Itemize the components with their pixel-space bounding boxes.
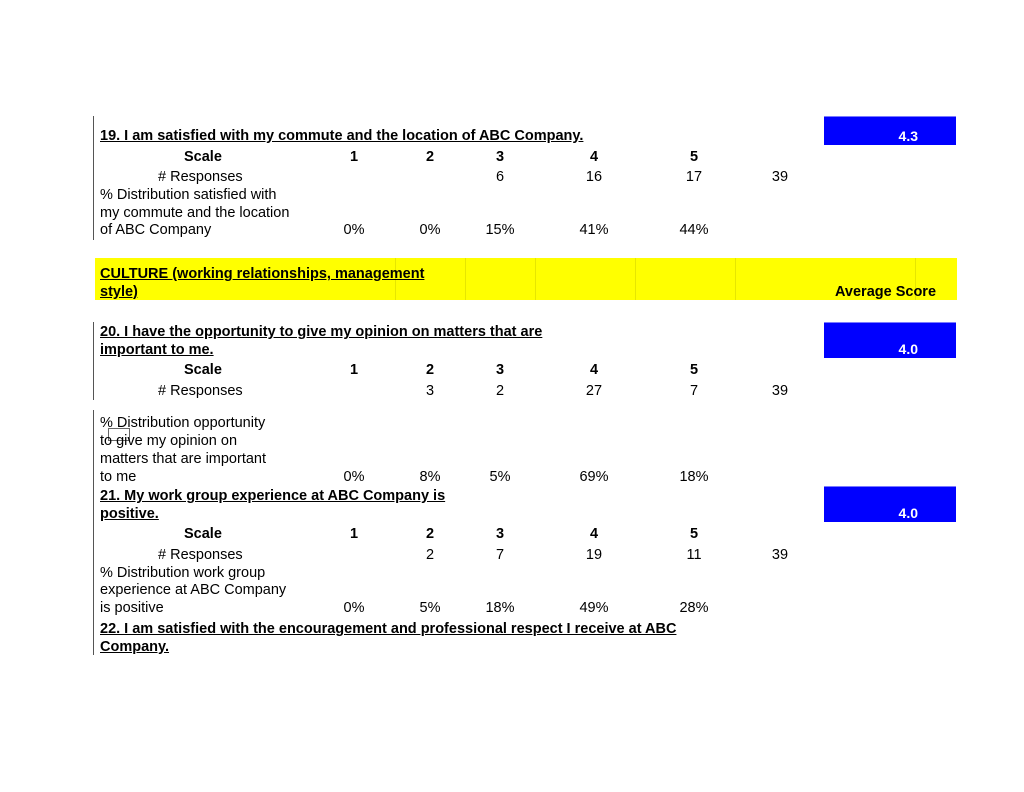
scale-1: 1	[349, 149, 359, 165]
percent-2: 0%	[419, 222, 441, 238]
question-title: 21. My work group experience at ABC Company is	[100, 488, 446, 504]
scale-1: 1	[349, 362, 359, 378]
question-title: 22. I am satisfied with the encouragement and professional respect I receive at ABC	[100, 621, 677, 637]
percent-4: 49%	[579, 600, 609, 616]
response-3: 7	[495, 547, 505, 563]
responses-label: # Responses	[158, 169, 243, 185]
left-border-bottom	[93, 410, 94, 655]
percent-5: 18%	[679, 469, 709, 485]
distribution-label-line: experience at ABC Company	[100, 582, 287, 598]
percent-1: 0%	[343, 222, 365, 238]
scale-4: 4	[589, 362, 599, 378]
response-4: 16	[585, 169, 603, 185]
distribution-label-line: to me	[100, 469, 137, 485]
scale-2: 2	[425, 149, 435, 165]
question-title: 20. I have the opportunity to give my opinion on matters that are	[100, 324, 543, 340]
score-box-q19	[824, 116, 956, 145]
response-4: 27	[585, 383, 603, 399]
scale-label: Scale	[184, 362, 222, 378]
score-value: 4.0	[898, 341, 918, 357]
response-total: 39	[771, 547, 789, 563]
responses-label: # Responses	[158, 547, 243, 563]
section-title: CULTURE (working relationships, management	[100, 266, 425, 282]
scale-3: 3	[495, 149, 505, 165]
scale-1: 1	[349, 526, 359, 542]
distribution-label-line: % Distribution work group	[100, 565, 266, 581]
percent-4: 69%	[579, 469, 609, 485]
response-total: 39	[771, 169, 789, 185]
scale-label: Scale	[184, 149, 222, 165]
scale-5: 5	[689, 526, 699, 542]
distribution-label-line: is positive	[100, 600, 164, 616]
scale-2: 2	[425, 526, 435, 542]
distribution-label-line: to give my opinion on	[100, 433, 238, 449]
percent-2: 8%	[419, 469, 441, 485]
scale-5: 5	[689, 149, 699, 165]
question-title-line2: important to me.	[100, 342, 214, 358]
response-2: 2	[425, 547, 435, 563]
section-title-line2: style)	[100, 284, 138, 300]
scale-5: 5	[689, 362, 699, 378]
distribution-label-line: matters that are important	[100, 451, 267, 467]
left-border-mid	[93, 322, 94, 400]
score-value: 4.0	[898, 505, 918, 521]
distribution-label-line: % Distribution opportunity	[100, 415, 266, 431]
percent-3: 18%	[485, 600, 515, 616]
distribution-label-line: my commute and the location	[100, 205, 290, 221]
percent-3: 15%	[485, 222, 515, 238]
question-title-line2: positive.	[100, 506, 159, 522]
response-3: 6	[495, 169, 505, 185]
question-title-line2: Company.	[100, 639, 170, 655]
percent-1: 0%	[343, 469, 365, 485]
scale-label: Scale	[184, 526, 222, 542]
response-2: 3	[425, 383, 435, 399]
scale-2: 2	[425, 362, 435, 378]
responses-label: # Responses	[158, 383, 243, 399]
percent-4: 41%	[579, 222, 609, 238]
response-4: 19	[585, 547, 603, 563]
average-score-label: Average Score	[835, 284, 937, 300]
percent-2: 5%	[419, 600, 441, 616]
scale-3: 3	[495, 362, 505, 378]
scale-4: 4	[589, 526, 599, 542]
percent-5: 44%	[679, 222, 709, 238]
response-5: 11	[686, 547, 702, 563]
score-box-q21	[824, 486, 956, 522]
score-box-q20	[824, 322, 956, 358]
scale-4: 4	[589, 149, 599, 165]
distribution-label-line: of ABC Company	[100, 222, 212, 238]
response-3: 2	[495, 383, 505, 399]
response-5: 17	[685, 169, 703, 185]
question-title: 19. I am satisfied with my commute and the location of ABC Company.	[100, 128, 584, 144]
score-value: 4.3	[898, 128, 918, 144]
response-total: 39	[771, 383, 789, 399]
percent-1: 0%	[343, 600, 365, 616]
scale-3: 3	[495, 526, 505, 542]
distribution-label-line: % Distribution satisfied with	[100, 187, 277, 203]
percent-5: 28%	[679, 600, 709, 616]
response-5: 7	[689, 383, 699, 399]
percent-3: 5%	[489, 469, 511, 485]
left-border-top	[93, 116, 94, 240]
